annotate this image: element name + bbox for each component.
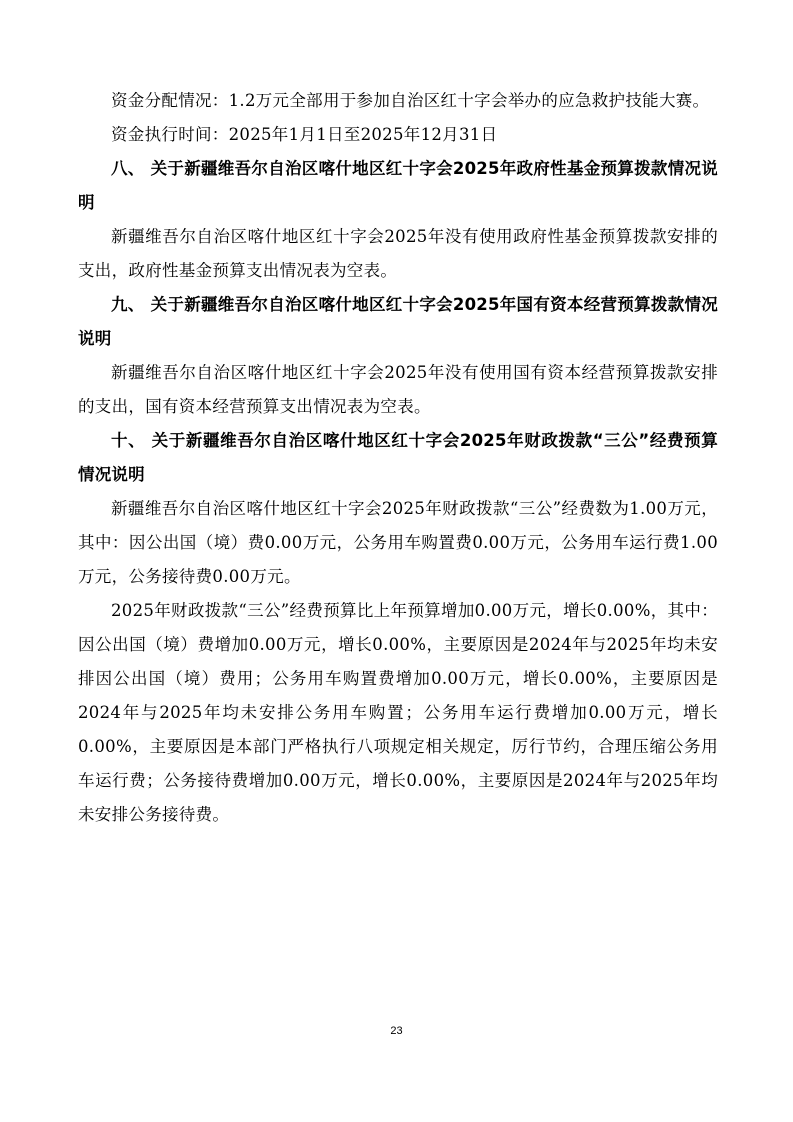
paragraph-three-public-change: 2025年财政拨款“三公”经费预算比上年预算增加0.00万元，增长0.00%，其中：因公出国（境）费增加0.00万元，增长0.00%，主要原因是2024年与2025年均未安排因公出国（境）费用；公务用车购置费增加0.00万元，增长0.00%，主要原因是2024年与2025年均未安排公务用车购置；公务用车运行费增加0.00万元，增长0.00%，主要原因是本部门严格执行八项规定相关规定，厉行节约，合理压缩公务用车运行费；公务接待费增加0.00万元，增长0.00%，主要原因是2024年与2025年均未安排公务接待费。 [78, 601, 718, 824]
paragraph-gov-fund: 新疆维吾尔自治区喀什地区红十字会2025年没有使用政府性基金预算拨款安排的支出，政府性基金预算支出情况表为空表。 [78, 227, 718, 280]
page-number: 23 [390, 1025, 403, 1037]
paragraph-execution-time: 资金执行时间：2025年1月1日至2025年12月31日 [111, 125, 498, 144]
paragraph-fund-allocation: 资金分配情况：1.2万元全部用于参加自治区红十字会举办的应急救护技能大赛。 [111, 91, 710, 110]
document-body [78, 84, 718, 832]
paragraph-state-capital: 新疆维吾尔自治区喀什地区红十字会2025年没有使用国有资本经营预算拨款安排的支出，国有资本经营预算支出情况表为空表。 [78, 363, 718, 416]
paragraph-three-public-total: 新疆维吾尔自治区喀什地区红十字会2025年财政拨款“三公”经费数为1.00万元，其中：因公出国（境）费0.00万元，公务用车购置费0.00万元，公务用车运行费1.00万元，公务接待费0.00万元。 [78, 499, 718, 586]
section-heading-9: 九、 关于新疆维吾尔自治区喀什地区红十字会2025年国有资本经营预算拨款情况说明 [78, 295, 718, 348]
section-heading-8: 八、 关于新疆维吾尔自治区喀什地区红十字会2025年政府性基金预算拨款情况说明 [78, 159, 718, 212]
section-heading-10: 十、 关于新疆维吾尔自治区喀什地区红十字会2025年财政拨款“三公”经费预算情况说明 [78, 431, 718, 484]
